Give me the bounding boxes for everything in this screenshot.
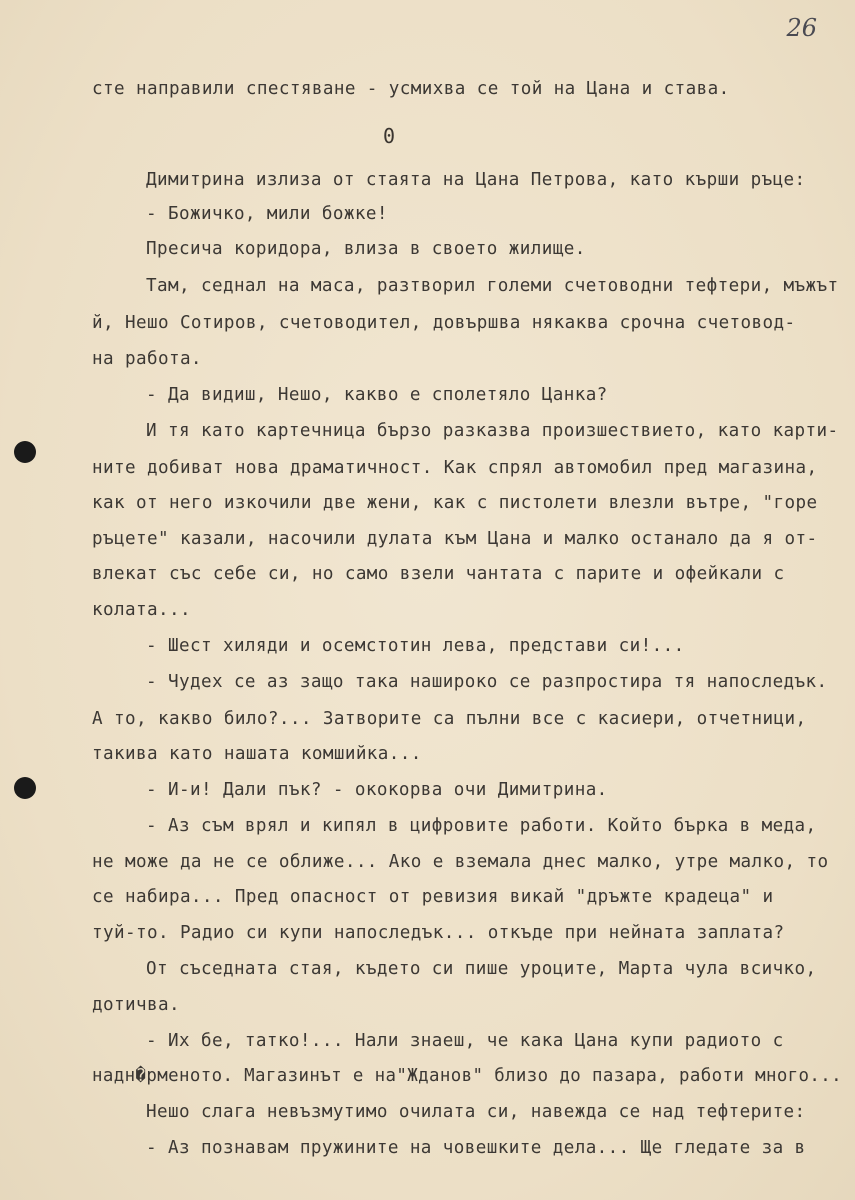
text-line: - И-и! Дали пък? - ококорва очи Димитрина.: [146, 780, 608, 800]
text-line: ните добиват нова драматичност. Как спрял автомобил пред магазина,: [92, 458, 818, 478]
punch-hole: [14, 441, 36, 463]
punch-hole: [14, 777, 36, 799]
text-line: влекат със себе си, но само взели чантата с парите и офейкали с: [92, 564, 785, 584]
text-line: колата...: [92, 600, 191, 620]
text-line: ръцете" казали, насочили дулата към Цана и малко останало да я от-: [92, 529, 818, 549]
text-line: й, Нешо Сотиров, счетоводител, довършва някаква срочна счетовод-: [92, 313, 796, 333]
text-line: - Чудех се аз защо така нашироко се разпростира тя напоследък.: [146, 672, 828, 692]
text-line: - Божичко, мили божке!: [146, 204, 388, 224]
text-line: туй-то. Радио си купи напоследък... откъде при нейната заплата?: [92, 923, 785, 943]
text-line: Там, седнал на маса, разтворил големи счетоводни тефтери, мъжът: [146, 276, 839, 296]
text-line: И тя като картечница бързо разказва произшествието, като карти-: [146, 421, 839, 441]
text-line: Нешо слага невъзмутимо очилата си, навежда се над тефтерите:: [146, 1102, 806, 1122]
text-line: - Да видиш, Нешо, какво е сполетяло Цанка?: [146, 385, 608, 405]
text-line: - Аз съм врял и кипял в цифровите работи. Който бърка в меда,: [146, 816, 817, 836]
text-line: дотичва.: [92, 995, 180, 1015]
text-line: От съседната стая, където си пише уроците, Марта чула всичко,: [146, 959, 817, 979]
text-line: А то, какво било?... Затворите са пълни все с касиери, отчетници,: [92, 709, 807, 729]
text-line: - Аз познавам пружините на човешките дела... Ще гледате за в: [146, 1138, 806, 1158]
text-line: не може да не се оближе... Ако е вземала днес малко, утре малко, то: [92, 852, 829, 872]
text-line: Пресича коридора, влиза в своето жилище.: [146, 239, 586, 259]
text-line: надн�рменото. Магазинът е на"Жданов" близо до пазара, работи много...: [92, 1066, 843, 1086]
page-number: 26: [786, 14, 817, 42]
text-line: как от него изкочили две жени, как с пистолети влезли вътре, "горе: [92, 493, 818, 513]
text-line: се набира... Пред опасност от ревизия викай "дръжте крадеца" и: [92, 887, 774, 907]
text-line: - Шест хиляди и осемстотин лева, представи си!...: [146, 636, 685, 656]
text-line: - Их бе, татко!... Нали знаеш, че кака Цана купи радиото с: [146, 1031, 784, 1051]
text-line: такива като нашата комшийка...: [92, 744, 422, 764]
section-separator: 0: [383, 124, 396, 148]
text-line: на работа.: [92, 349, 202, 369]
text-line: сте направили спестяване - усмихва се той на Цана и става.: [92, 79, 730, 99]
text-line: Димитрина излиза от стаята на Цана Петрова, като кърши ръце:: [146, 170, 806, 190]
